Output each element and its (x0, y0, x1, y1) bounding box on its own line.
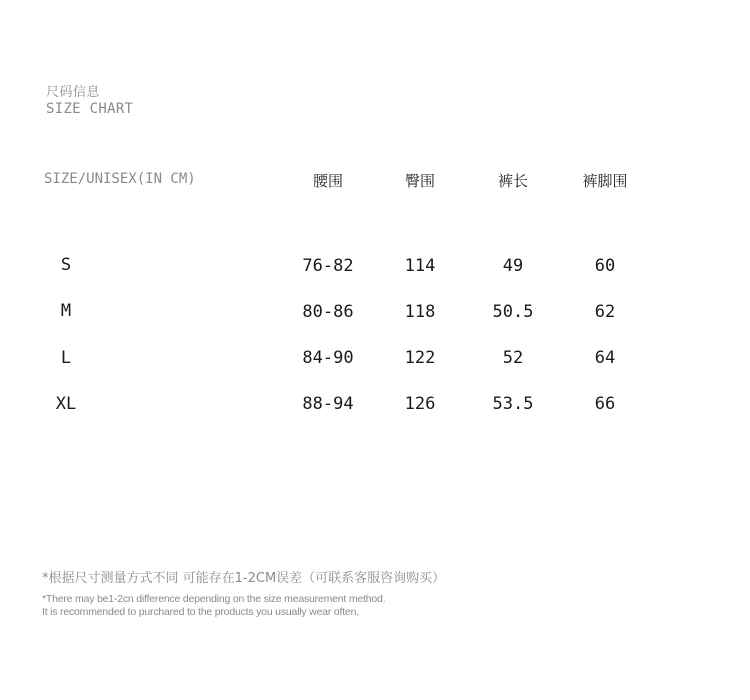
hem-value: 62 (594, 302, 616, 322)
hem-value: 64 (594, 348, 616, 368)
column-header-hip: 臀围 (404, 172, 436, 190)
column-header-hem: 裤脚围 (582, 172, 628, 190)
note-en-line-2: It is recommended to purchared to the products you usually wear often, (42, 606, 359, 618)
hip-value: 114 (404, 256, 436, 276)
waist-value: 88-94 (302, 394, 354, 414)
hem-value: 60 (594, 256, 616, 276)
title-cn: 尺码信息 (46, 85, 101, 100)
hem-value: 66 (594, 394, 616, 414)
size-label: XL (55, 394, 77, 414)
waist-value: 80-86 (302, 302, 354, 322)
length-value: 49 (502, 256, 524, 276)
size-label: S (60, 255, 72, 275)
length-value: 50.5 (492, 302, 534, 322)
length-value: 53.5 (492, 394, 534, 414)
size-label: M (60, 301, 72, 321)
size-label: L (60, 348, 72, 368)
length-value: 52 (502, 348, 524, 368)
hip-value: 122 (404, 348, 436, 368)
note-en-line-1: *There may be1-2cn difference depending on the size measurement method. (42, 593, 386, 605)
waist-value: 76-82 (302, 256, 354, 276)
size-column-header: SIZE/UNISEX(IN CM) (44, 171, 196, 187)
column-header-length: 裤长 (497, 172, 529, 190)
hip-value: 126 (404, 394, 436, 414)
hip-value: 118 (404, 302, 436, 322)
waist-value: 84-90 (302, 348, 354, 368)
title-en: SIZE CHART (46, 101, 134, 117)
column-header-waist: 腰围 (312, 172, 344, 190)
note-cn: *根据尺寸测量方式不同 可能存在1-2CM误差（可联系客服咨询购买） (42, 571, 446, 586)
